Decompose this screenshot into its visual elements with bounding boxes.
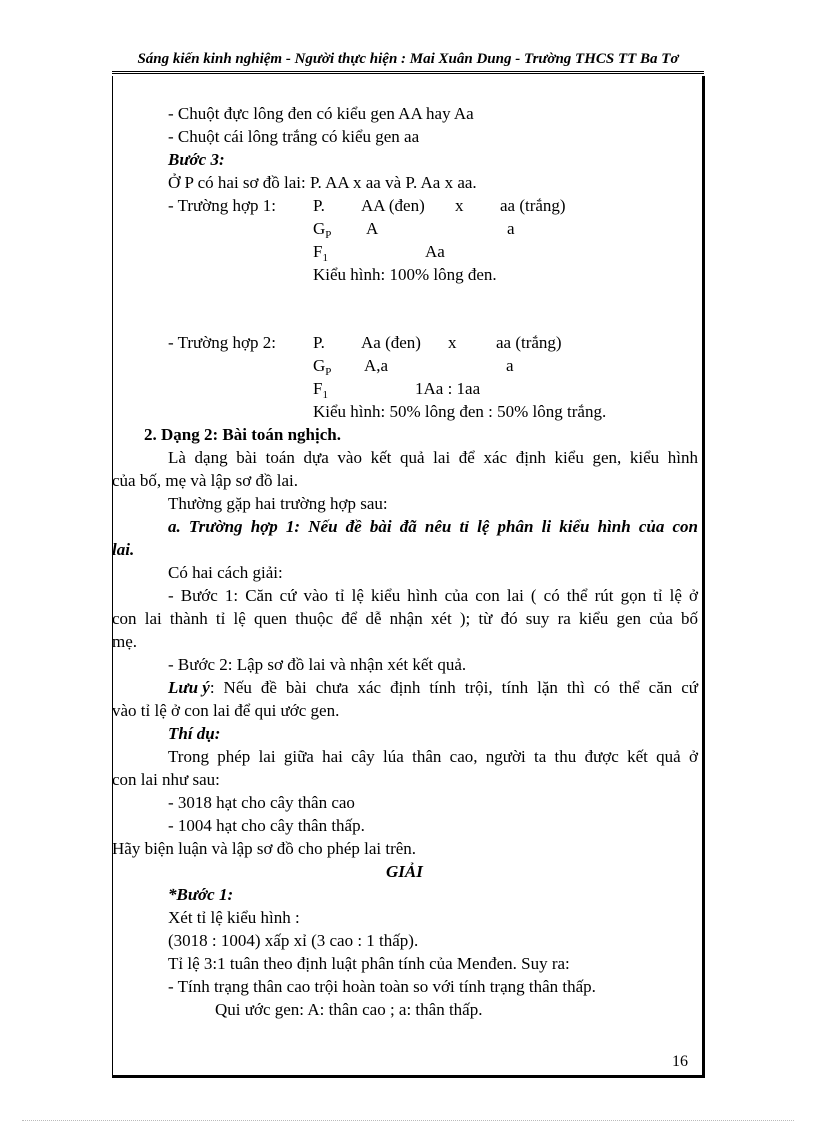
paragraph-line: (3018 : 1004) xấp xỉ (3 cao : 1 thấp). xyxy=(168,931,419,950)
gamete-2: a xyxy=(507,219,515,238)
paragraph-line: - Tính trạng thân cao trội hoàn toàn so với tính trạng thân thấp. xyxy=(168,977,596,996)
subsection-heading: a. Trường hợp 1: Nếu đề bài đã nêu tỉ lệ phân li kiểu hình của con xyxy=(168,517,698,536)
f1-label: $F_1$ xyxy=(313,242,328,264)
paragraph-line: Tỉ lệ 3:1 tuân theo định luật phân tính của Menđen. Suy ra: xyxy=(168,954,570,973)
list-item: - 3018 hạt cho cây thân cao xyxy=(168,793,355,812)
paragraph-line: Hãy biện luận và lập sơ đồ cho phép lai trên. xyxy=(112,839,417,858)
paragraph-line: - Bước 1: Căn cứ vào tỉ lệ kiểu hình của con lai ( có thể rút gọn tỉ lệ ở xyxy=(168,586,698,605)
parent-label: P. xyxy=(313,196,325,215)
parent-genotype-2: aa (trắng) xyxy=(496,333,562,352)
paragraph-line: Qui ước gen: A: thân cao ; a: thân thấp. xyxy=(215,1000,483,1019)
paragraph-line: Là dạng bài toán dựa vào kết quả lai để xác định kiểu gen, kiểu hình xyxy=(168,448,698,467)
case-label: - Trường hợp 1: xyxy=(168,196,276,215)
gamete-1: A,a xyxy=(364,356,389,375)
solution-heading: GIẢI xyxy=(386,862,423,881)
cross-symbol: x xyxy=(455,196,464,215)
text-line: - Chuột cái lông trắng có kiểu gen aa xyxy=(168,127,420,146)
parent-genotype-1: Aa (đen) xyxy=(361,333,421,352)
paragraph-line: Thường gặp hai trường hợp sau: xyxy=(168,494,388,513)
cross-symbol: x xyxy=(448,333,457,352)
page-border-right xyxy=(702,76,705,1076)
page-break-line xyxy=(22,1120,794,1121)
page-header: Sáng kiến kinh nghiệm - Người thực hiện : Mai Xuân Dung - Trường THCS TT Ba Tơ xyxy=(112,48,704,74)
text-line: Ở P có hai sơ đồ lai: P. AA x aa và P. Aa x aa. xyxy=(168,173,477,192)
example-heading: Thí dụ: xyxy=(168,724,221,743)
gamete-1: A xyxy=(366,219,379,238)
phenotype-line: Kiểu hình: 50% lông đen : 50% lông trắng. xyxy=(313,402,607,421)
paragraph-line: - Bước 2: Lập sơ đồ lai và nhận xét kết quả. xyxy=(168,655,467,674)
section-heading: 2. Dạng 2: Bài toán nghịch. xyxy=(144,425,341,444)
paragraph-line: của bố, mẹ và lập sơ đồ lai. xyxy=(112,471,299,490)
parent-genotype-1: AA (đen) xyxy=(361,196,425,215)
paragraph-line: con lai thành tỉ lệ quen thuộc để dễ nhận xét ); từ đó suy ra kiểu gen của bố xyxy=(112,609,698,628)
paragraph-line: con lai như sau: xyxy=(112,770,220,789)
step-heading: *Bước 1: xyxy=(168,885,234,904)
note-label: Lưu ý xyxy=(168,678,210,697)
case-label: - Trường hợp 2: xyxy=(168,333,276,352)
note-text: : Nếu đề bài chưa xác định tính trội, tính lặn thì có thể căn cứ xyxy=(209,678,698,697)
phenotype-line: Kiểu hình: 100% lông đen. xyxy=(313,265,497,284)
paragraph-line: Có hai cách giải: xyxy=(168,563,283,582)
f1-genotype: Aa xyxy=(425,242,445,261)
parent-genotype-2: aa (trắng) xyxy=(500,196,566,215)
f1-genotype: 1Aa : 1aa xyxy=(415,379,481,398)
paragraph-line: Trong phép lai giữa hai cây lúa thân cao, người ta thu được kết quả ở xyxy=(168,747,698,766)
note-line xyxy=(168,678,698,698)
gamete-label: $G_P$ xyxy=(313,356,332,378)
list-item: - 1004 hạt cho cây thân thấp. xyxy=(168,816,365,835)
f1-label: $F_1$ xyxy=(313,379,328,401)
step-heading: Bước 3: xyxy=(168,150,225,169)
page-border-bottom xyxy=(112,1075,705,1078)
subsection-heading: lai. xyxy=(112,540,135,559)
page-number: 16 xyxy=(672,1053,688,1070)
page-border-left xyxy=(112,76,113,1076)
paragraph-line: mẹ. xyxy=(112,632,138,651)
text-line: - Chuột đực lông đen có kiểu gen AA hay Aa xyxy=(168,104,474,123)
parent-label: P. xyxy=(313,333,325,352)
paragraph-line: vào tỉ lệ ở con lai để qui ước gen. xyxy=(112,701,340,720)
gamete-2: a xyxy=(506,356,514,375)
gamete-label: $G_P$ xyxy=(313,219,332,241)
paragraph-line: Xét tỉ lệ kiểu hình : xyxy=(168,908,300,927)
